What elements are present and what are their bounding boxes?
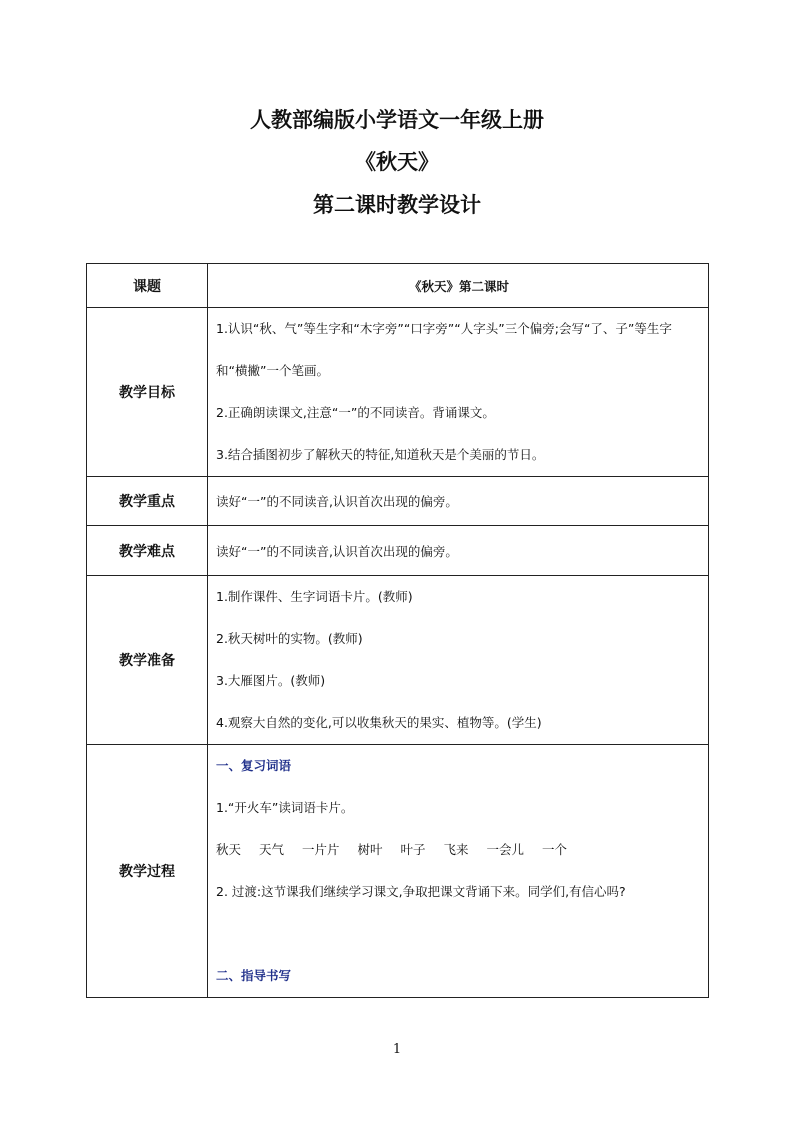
objectives-content bbox=[208, 308, 709, 477]
objective-item: 2.正确朗读课文,注意“一”的不同读音。背诵课文。 bbox=[216, 405, 495, 420]
process-label: 教学过程 bbox=[87, 745, 208, 998]
difficulties-label: 教学难点 bbox=[87, 526, 208, 576]
row-process bbox=[87, 745, 709, 998]
row-key-points bbox=[87, 477, 709, 526]
objective-item: 3.结合插图初步了解秋天的特征,知道秋天是个美丽的节日。 bbox=[216, 447, 545, 462]
vocab-word: 飞来 bbox=[443, 842, 469, 857]
doc-title-line1: 人教部编版小学语文一年级上册 bbox=[250, 108, 544, 132]
vocabulary-list bbox=[216, 829, 702, 871]
difficulties-value: 读好“一”的不同读音,认识首次出现的偏旁。 bbox=[208, 526, 709, 576]
vocab-word: 一会儿 bbox=[486, 842, 525, 857]
row-difficulties bbox=[87, 526, 709, 576]
process-content bbox=[208, 745, 709, 998]
key-points-label: 教学重点 bbox=[87, 477, 208, 526]
topic-label: 课题 bbox=[87, 264, 208, 308]
row-preparation bbox=[87, 576, 709, 745]
preparation-item: 3.大雁图片。(教师) bbox=[216, 673, 326, 688]
preparation-item: 2.秋天树叶的实物。(教师) bbox=[216, 631, 363, 646]
section-heading: 一、复习词语 bbox=[216, 758, 292, 773]
vocab-word: 一个 bbox=[542, 842, 568, 857]
preparation-content bbox=[208, 576, 709, 745]
lesson-plan-table bbox=[86, 263, 709, 998]
doc-title-line2: 《秋天》 bbox=[355, 150, 439, 174]
topic-value: 《秋天》第二课时 bbox=[208, 264, 709, 308]
blank-line bbox=[216, 913, 702, 955]
vocab-word: 树叶 bbox=[357, 842, 383, 857]
row-topic bbox=[87, 264, 709, 308]
objectives-label: 教学目标 bbox=[87, 308, 208, 477]
preparation-item: 4.观察大自然的变化,可以收集秋天的果实、植物等。(学生) bbox=[216, 715, 542, 730]
doc-title-line3: 第二课时教学设计 bbox=[313, 193, 481, 217]
preparation-item: 1.制作课件、生字词语卡片。(教师) bbox=[216, 589, 413, 604]
process-step: 2. 过渡:这节课我们继续学习课文,争取把课文背诵下来。同学们,有信心吗? bbox=[216, 884, 626, 899]
vocab-word: 天气 bbox=[259, 842, 285, 857]
section-heading: 二、指导书写 bbox=[216, 968, 292, 983]
objective-item: 1.认识“秋、气”等生字和“木字旁”“口字旁”“人字头”三个偏旁;会写“了、子”等生字和“横撇”一个笔画。 bbox=[216, 321, 672, 378]
row-objectives bbox=[87, 308, 709, 477]
vocab-word: 秋天 bbox=[216, 842, 242, 857]
vocab-word: 叶子 bbox=[400, 842, 426, 857]
process-step: 1.“开火车”读词语卡片。 bbox=[216, 800, 354, 815]
page-number: 1 bbox=[392, 1042, 402, 1057]
key-points-value: 读好“一”的不同读音,认识首次出现的偏旁。 bbox=[208, 477, 709, 526]
vocab-word: 一片片 bbox=[302, 842, 340, 857]
preparation-label: 教学准备 bbox=[87, 576, 208, 745]
